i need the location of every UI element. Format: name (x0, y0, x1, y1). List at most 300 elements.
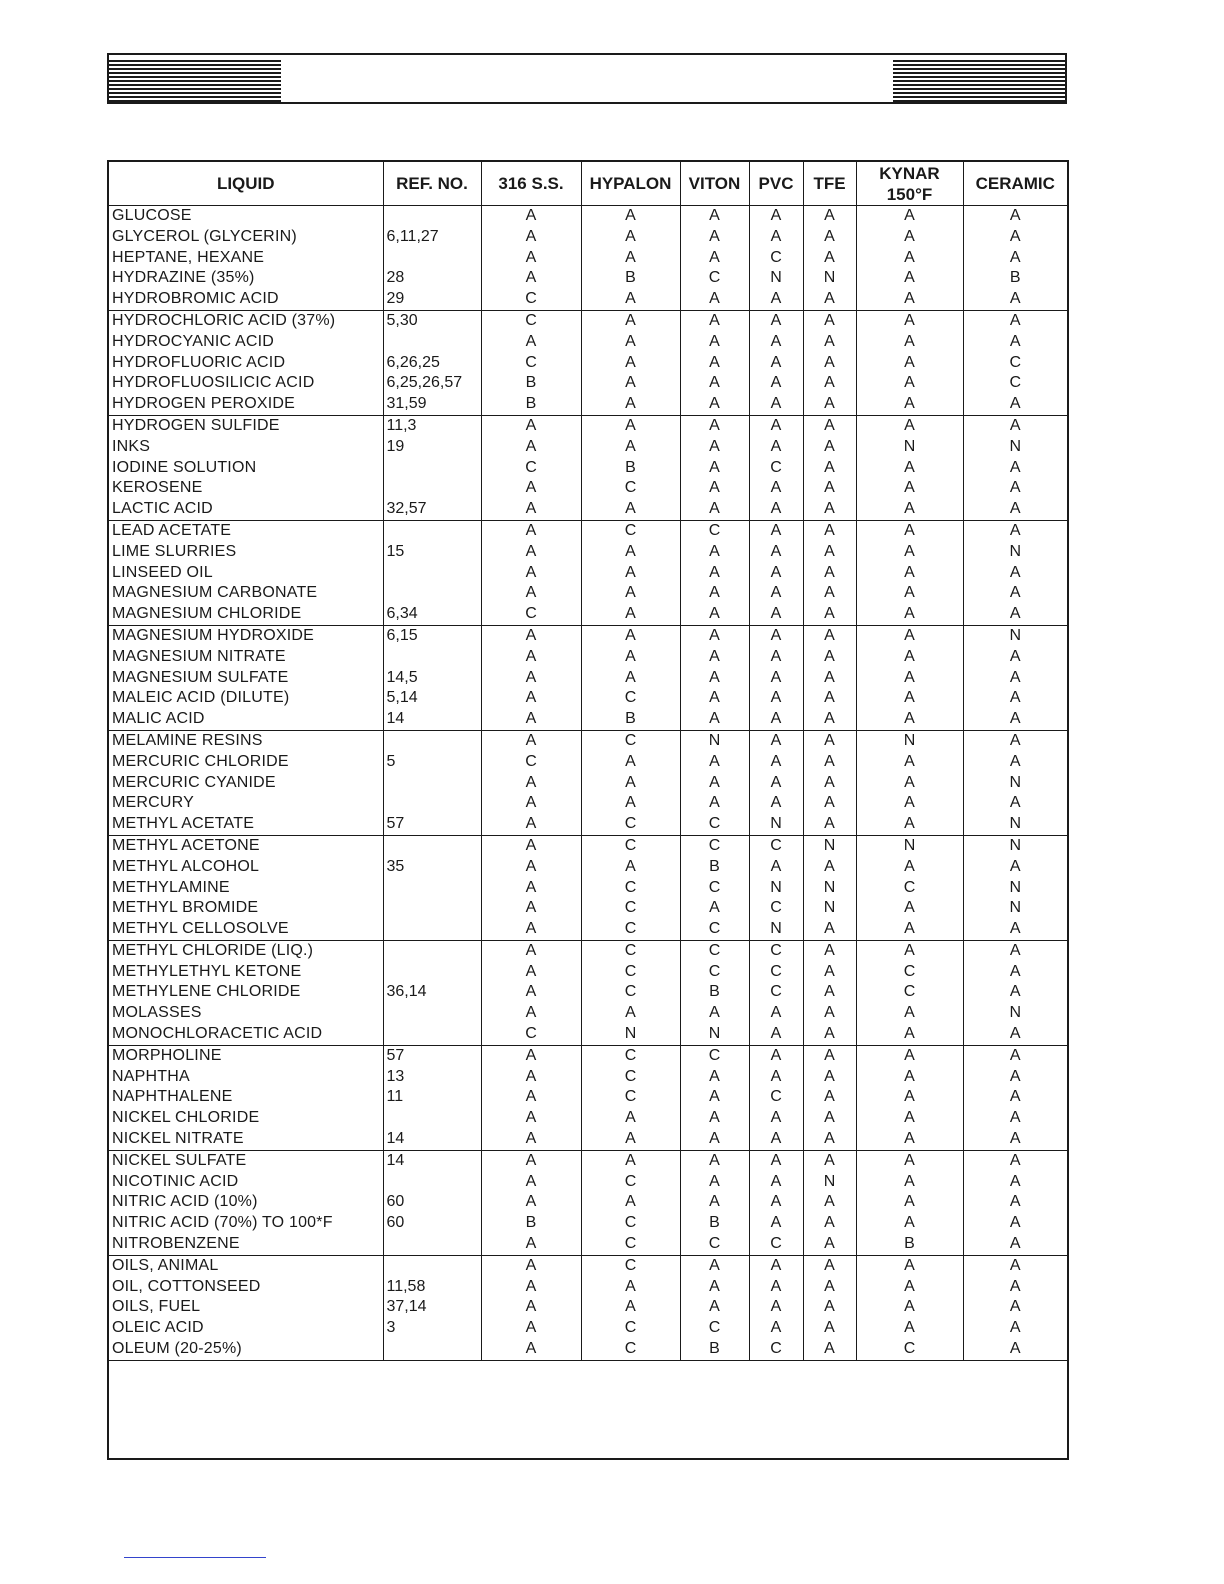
cell-pvc: C (749, 835, 803, 856)
cell-hypalon: C (581, 940, 680, 961)
cell-316ss: A (481, 814, 581, 835)
cell-liquid: METHYLAMINE (109, 878, 383, 899)
cell-pvc: C (749, 1234, 803, 1255)
cell-viton: B (680, 982, 749, 1003)
cell-316ss: A (481, 898, 581, 919)
cell-hypalon: A (581, 373, 680, 394)
cell-viton: A (680, 310, 749, 331)
cell-liquid: HYDROCHLORIC ACID (37%) (109, 310, 383, 331)
cell-ref-no: 57 (383, 1045, 481, 1066)
cell-pvc: A (749, 1129, 803, 1150)
cell-liquid: METHYL ALCOHOL (109, 857, 383, 878)
cell-liquid: HYDROFLUOSILICIC ACID (109, 373, 383, 394)
cell-hypalon: C (581, 1339, 680, 1360)
cell-viton: A (680, 1297, 749, 1318)
cell-pvc: A (749, 1108, 803, 1129)
cell-liquid: MERCURIC CHLORIDE (109, 752, 383, 773)
cell-ceramic: N (1009, 878, 1022, 896)
table-row (109, 1045, 1067, 1066)
cell-viton: A (680, 1108, 749, 1129)
chemical-compatibility-table (107, 160, 1069, 1460)
cell-tfe: A (803, 1067, 856, 1088)
cell-hypalon: A (581, 668, 680, 689)
cell-kynar: A (856, 227, 963, 248)
cell-tfe: A (803, 1277, 856, 1298)
cell-kynar: A (856, 206, 963, 227)
cell-liquid: LEAD ACETATE (109, 520, 383, 541)
cell-kynar: A (856, 583, 963, 604)
cell-hypalon: A (581, 353, 680, 374)
cell-kynar: A (856, 688, 963, 709)
header-stripes-left (109, 60, 281, 102)
cell-tfe: A (803, 1087, 856, 1108)
table-row (109, 499, 1067, 520)
cell-ref-no (383, 835, 481, 856)
cell-kynar: A (856, 1108, 963, 1129)
cell-hypalon: A (581, 857, 680, 878)
cell-tfe: A (803, 415, 856, 436)
cell-liquid: MELAMINE RESINS (109, 730, 383, 751)
cell-316ss: A (481, 709, 581, 730)
cell-viton: B (680, 1339, 749, 1360)
cell-tfe: A (803, 1213, 856, 1234)
cell-viton: A (680, 1003, 749, 1024)
cell-tfe: A (803, 604, 856, 625)
cell-kynar: C (856, 962, 963, 983)
cell-ref-no: 28 (383, 268, 481, 289)
cell-316ss: A (481, 1003, 581, 1024)
cell-ref-no (383, 1024, 481, 1045)
cell-viton: A (680, 332, 749, 353)
cell-viton: A (680, 373, 749, 394)
cell-kynar: A (856, 1213, 963, 1234)
table-row (109, 1297, 1067, 1318)
cell-kynar: A (856, 1087, 963, 1108)
cell-316ss: C (481, 1024, 581, 1045)
cell-hypalon: A (581, 415, 680, 436)
cell-pvc: A (749, 1213, 803, 1234)
cell-liquid: MAGNESIUM SULFATE (109, 668, 383, 689)
cell-ref-no (383, 1003, 481, 1024)
cell-pvc: A (749, 563, 803, 584)
table-row (109, 752, 1067, 773)
cell-viton: A (680, 415, 749, 436)
cell-hypalon: A (581, 1108, 680, 1129)
cell-316ss: C (481, 458, 581, 479)
cell-viton: A (680, 604, 749, 625)
table-row (109, 353, 1067, 374)
table-header-row (109, 162, 1067, 206)
cell-viton: A (680, 437, 749, 458)
cell-ceramic: N (1009, 1004, 1022, 1022)
cell-316ss: C (481, 289, 581, 310)
cell-ref-no: 32,57 (383, 499, 481, 520)
cell-tfe: A (803, 647, 856, 668)
cell-tfe: A (803, 353, 856, 374)
footer-link-underline (124, 1557, 266, 1558)
cell-316ss: A (481, 1045, 581, 1066)
cell-hypalon: C (581, 520, 680, 541)
cell-viton: B (680, 1213, 749, 1234)
cell-kynar: A (856, 1172, 963, 1193)
cell-ceramic: A (1009, 794, 1021, 812)
table-row (109, 919, 1067, 940)
cell-kynar: A (856, 1150, 963, 1171)
cell-hypalon: A (581, 310, 680, 331)
cell-316ss: A (481, 1150, 581, 1171)
cell-ceramic: A (1009, 332, 1021, 350)
cell-ref-no: 36,14 (383, 982, 481, 1003)
cell-tfe: A (803, 563, 856, 584)
cell-hypalon: A (581, 1129, 680, 1150)
cell-ceramic: A (1009, 1046, 1021, 1064)
cell-316ss: A (481, 962, 581, 983)
cell-kynar: A (856, 814, 963, 835)
cell-ref-no: 6,34 (383, 604, 481, 625)
cell-tfe: A (803, 1024, 856, 1045)
table-row (109, 563, 1067, 584)
cell-tfe: A (803, 458, 856, 479)
cell-ref-no (383, 1108, 481, 1129)
cell-ceramic: N (1009, 437, 1022, 455)
table-row (109, 289, 1067, 310)
cell-viton: A (680, 478, 749, 499)
cell-pvc: A (749, 1277, 803, 1298)
cell-hypalon: C (581, 962, 680, 983)
cell-liquid: MAGNESIUM CARBONATE (109, 583, 383, 604)
cell-pvc: A (749, 583, 803, 604)
cell-kynar: C (856, 982, 963, 1003)
cell-viton: C (680, 1234, 749, 1255)
cell-ref-no (383, 1255, 481, 1276)
cell-ceramic: A (1009, 227, 1021, 245)
cell-ceramic: A (1009, 1088, 1021, 1106)
cell-316ss: A (481, 437, 581, 458)
cell-viton: A (680, 1129, 749, 1150)
cell-316ss: A (481, 520, 581, 541)
table-row (109, 310, 1067, 331)
cell-tfe: A (803, 1150, 856, 1171)
cell-liquid: NITROBENZENE (109, 1234, 383, 1255)
cell-viton: A (680, 206, 749, 227)
table-row (109, 709, 1067, 730)
cell-pvc: C (749, 982, 803, 1003)
cell-liquid: OLEUM (20-25%) (109, 1339, 383, 1360)
cell-ref-no: 37,14 (383, 1297, 481, 1318)
cell-tfe: A (803, 1234, 856, 1255)
cell-liquid: METHYLENE CHLORIDE (109, 982, 383, 1003)
cell-pvc: A (749, 1318, 803, 1339)
cell-ceramic: A (1009, 1193, 1021, 1211)
cell-hypalon: C (581, 1234, 680, 1255)
cell-tfe: A (803, 478, 856, 499)
cell-hypalon: A (581, 773, 680, 794)
cell-tfe: N (803, 268, 856, 289)
cell-ref-no: 3 (383, 1318, 481, 1339)
cell-viton: A (680, 1192, 749, 1213)
cell-viton: A (680, 752, 749, 773)
cell-hypalon: A (581, 647, 680, 668)
cell-liquid: METHYLETHYL KETONE (109, 962, 383, 983)
cell-ref-no (383, 730, 481, 751)
cell-pvc: A (749, 373, 803, 394)
cell-kynar: A (856, 709, 963, 730)
cell-ref-no (383, 647, 481, 668)
cell-kynar: A (856, 1297, 963, 1318)
cell-kynar: A (856, 1067, 963, 1088)
cell-liquid: METHYL CELLOSOLVE (109, 919, 383, 940)
cell-hypalon: A (581, 563, 680, 584)
cell-kynar: A (856, 1192, 963, 1213)
cell-ceramic: A (963, 1234, 1067, 1255)
cell-ceramic: N (1009, 773, 1022, 791)
cell-pvc: N (749, 878, 803, 899)
cell-hypalon: C (581, 982, 680, 1003)
cell-ceramic: N (1009, 542, 1022, 560)
cell-ref-no (383, 458, 481, 479)
cell-ceramic: A (1009, 311, 1021, 329)
cell-ceramic: A (1009, 1256, 1021, 1274)
cell-liquid: MERCURY (109, 793, 383, 814)
cell-kynar: A (856, 332, 963, 353)
cell-liquid: HYDROGEN SULFIDE (109, 415, 383, 436)
cell-kynar: A (856, 1045, 963, 1066)
cell-viton: C (680, 268, 749, 289)
cell-ref-no: 6,26,25 (383, 353, 481, 374)
cell-ceramic: A (963, 394, 1067, 415)
cell-pvc: A (749, 857, 803, 878)
table-row (109, 604, 1067, 625)
cell-tfe: A (803, 1045, 856, 1066)
cell-pvc: A (749, 625, 803, 646)
cell-ceramic: A (963, 1339, 1067, 1360)
cell-liquid: METHYL BROMIDE (109, 898, 383, 919)
cell-ref-no (383, 793, 481, 814)
table-row (109, 940, 1067, 961)
cell-ceramic: A (1009, 248, 1021, 266)
cell-kynar: A (856, 289, 963, 310)
cell-316ss: A (481, 1108, 581, 1129)
cell-hypalon: C (581, 835, 680, 856)
table-row (109, 898, 1067, 919)
cell-kynar: A (856, 625, 963, 646)
cell-ref-no: 57 (383, 814, 481, 835)
col-header-kynar-name: KYNAR (879, 163, 940, 183)
cell-pvc: C (749, 962, 803, 983)
cell-ref-no: 29 (383, 289, 481, 310)
cell-ref-no (383, 563, 481, 584)
cell-pvc: N (749, 268, 803, 289)
cell-pvc: A (749, 1297, 803, 1318)
cell-viton: B (680, 857, 749, 878)
cell-316ss: B (481, 394, 581, 415)
cell-316ss: A (481, 268, 581, 289)
cell-ceramic: A (1009, 1214, 1021, 1232)
cell-viton: A (680, 1150, 749, 1171)
table-row (109, 415, 1067, 436)
cell-pvc: A (749, 437, 803, 458)
cell-viton: A (680, 709, 749, 730)
cell-viton: N (680, 730, 749, 751)
table-row (109, 1087, 1067, 1108)
cell-kynar: A (856, 353, 963, 374)
cell-ref-no: 14 (383, 1150, 481, 1171)
cell-316ss: A (481, 1234, 581, 1255)
cell-ceramic: B (1009, 269, 1021, 287)
table-row (109, 268, 1067, 289)
cell-kynar: A (856, 310, 963, 331)
cell-ceramic: A (963, 289, 1067, 310)
cell-316ss: A (481, 499, 581, 520)
table-row (109, 878, 1067, 899)
cell-liquid: LINSEED OIL (109, 563, 383, 584)
cell-kynar: B (856, 1234, 963, 1255)
col-header-hypalon: HYPALON (581, 162, 680, 206)
cell-viton: A (680, 688, 749, 709)
cell-viton: A (680, 1255, 749, 1276)
cell-ceramic: N (1009, 626, 1022, 644)
cell-ref-no: 31,59 (383, 394, 481, 415)
cell-pvc: A (749, 688, 803, 709)
cell-liquid: MALEIC ACID (DILUTE) (109, 688, 383, 709)
cell-ref-no (383, 206, 481, 227)
cell-ref-no (383, 773, 481, 794)
cell-hypalon: A (581, 793, 680, 814)
cell-316ss: A (481, 1255, 581, 1276)
cell-viton: N (680, 1024, 749, 1045)
cell-hypalon: A (581, 583, 680, 604)
cell-tfe: A (803, 583, 856, 604)
cell-ceramic: N (1009, 899, 1022, 917)
cell-viton: A (680, 248, 749, 269)
cell-tfe: A (803, 857, 856, 878)
cell-tfe: A (803, 773, 856, 794)
cell-316ss: A (481, 248, 581, 269)
cell-liquid: GLYCEROL (GLYCERIN) (109, 227, 383, 248)
col-header-ref-no: REF. NO. (383, 162, 481, 206)
cell-viton: A (680, 1067, 749, 1088)
cell-hypalon: B (581, 458, 680, 479)
cell-kynar: A (856, 919, 963, 940)
cell-liquid: HYDROGEN PEROXIDE (109, 394, 383, 415)
cell-kynar: A (856, 415, 963, 436)
cell-viton: C (680, 940, 749, 961)
cell-ceramic: A (1009, 962, 1021, 980)
cell-pvc: A (749, 1003, 803, 1024)
table-row (109, 1318, 1067, 1339)
table-row (109, 1150, 1067, 1171)
cell-316ss: A (481, 919, 581, 940)
table-row (109, 668, 1067, 689)
cell-viton: A (680, 394, 749, 415)
cell-liquid: NICKEL SULFATE (109, 1150, 383, 1171)
cell-tfe: A (803, 730, 856, 751)
cell-liquid: NICOTINIC ACID (109, 1172, 383, 1193)
cell-pvc: A (749, 415, 803, 436)
cell-ceramic: A (1009, 563, 1021, 581)
table-row (109, 248, 1067, 269)
cell-pvc: A (749, 1172, 803, 1193)
cell-316ss: C (481, 752, 581, 773)
cell-ref-no: 6,11,27 (383, 227, 481, 248)
cell-pvc: A (749, 709, 803, 730)
cell-316ss: A (481, 542, 581, 563)
cell-kynar: A (856, 1318, 963, 1339)
cell-tfe: A (803, 1003, 856, 1024)
cell-ceramic: C (1009, 374, 1022, 392)
cell-viton: A (680, 773, 749, 794)
cell-tfe: A (803, 332, 856, 353)
cell-kynar: A (856, 478, 963, 499)
cell-liquid: NITRIC ACID (70%) TO 100*F (109, 1213, 383, 1234)
cell-tfe: A (803, 919, 856, 940)
cell-tfe: A (803, 982, 856, 1003)
cell-tfe: A (803, 289, 856, 310)
cell-hypalon: A (581, 1297, 680, 1318)
cell-pvc: A (749, 478, 803, 499)
cell-ref-no (383, 940, 481, 961)
cell-ceramic: A (1009, 731, 1021, 749)
cell-pvc: A (749, 668, 803, 689)
cell-viton: C (680, 1318, 749, 1339)
cell-ref-no: 13 (383, 1067, 481, 1088)
cell-hypalon: C (581, 814, 680, 835)
cell-316ss: B (481, 373, 581, 394)
table-row (109, 394, 1067, 415)
cell-liquid: MERCURIC CYANIDE (109, 773, 383, 794)
cell-liquid: MONOCHLORACETIC ACID (109, 1024, 383, 1045)
table-row (109, 1129, 1067, 1150)
cell-kynar: A (856, 268, 963, 289)
cell-316ss: A (481, 793, 581, 814)
cell-hypalon: A (581, 752, 680, 773)
cell-viton: A (680, 289, 749, 310)
cell-viton: A (680, 647, 749, 668)
col-header-viton: VITON (680, 162, 749, 206)
cell-viton: A (680, 542, 749, 563)
cell-ceramic: A (1009, 479, 1021, 497)
cell-hypalon: C (581, 478, 680, 499)
cell-tfe: A (803, 499, 856, 520)
cell-kynar: A (856, 773, 963, 794)
cell-tfe: A (803, 1339, 856, 1360)
cell-pvc: A (749, 520, 803, 541)
table-row (109, 857, 1067, 878)
cell-hypalon: A (581, 332, 680, 353)
cell-tfe: A (803, 1255, 856, 1276)
cell-kynar: A (856, 248, 963, 269)
cell-pvc: A (749, 289, 803, 310)
cell-316ss: A (481, 647, 581, 668)
table-row (109, 478, 1067, 499)
cell-316ss: A (481, 1067, 581, 1088)
table-row (109, 437, 1067, 458)
table-row (109, 1172, 1067, 1193)
cell-kynar: A (856, 647, 963, 668)
cell-ceramic: A (1009, 521, 1021, 539)
cell-liquid: MAGNESIUM HYDROXIDE (109, 625, 383, 646)
cell-ref-no (383, 898, 481, 919)
table-row (109, 1003, 1067, 1024)
cell-viton: C (680, 919, 749, 940)
header-stripes-right (893, 60, 1065, 102)
table-row (109, 227, 1067, 248)
cell-liquid: HYDRAZINE (35%) (109, 268, 383, 289)
cell-tfe: N (803, 1172, 856, 1193)
cell-ref-no: 5,30 (383, 310, 481, 331)
cell-kynar: A (856, 1277, 963, 1298)
cell-ceramic: A (963, 919, 1067, 940)
